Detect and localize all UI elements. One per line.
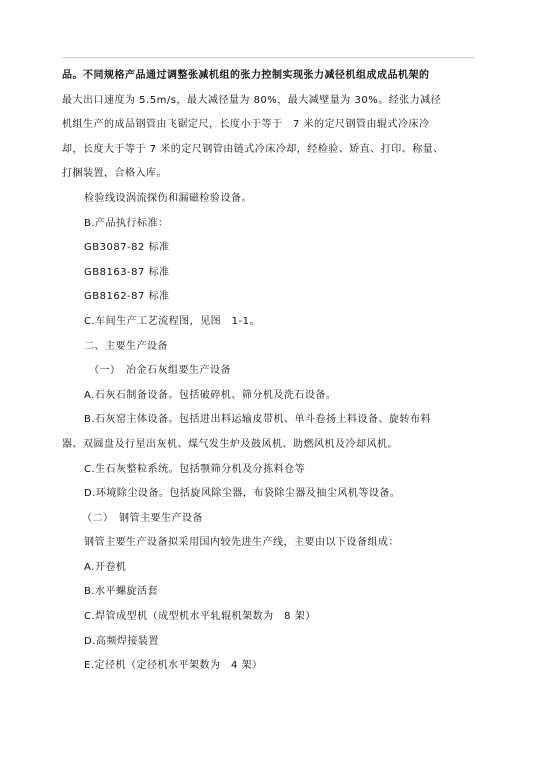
text-line: GB3087-82 标准 bbox=[84, 242, 170, 254]
text-line: D.高频焊接装置 bbox=[84, 635, 159, 647]
text-line: B.石灰窑主体设备。包括进出料运输皮带机、单斗卷扬上料设备、旋转布料 bbox=[84, 414, 432, 426]
text-line: D.环境除尘设备。包括旋风除尘器，布袋除尘器及抽尘风机等设备。 bbox=[84, 488, 401, 500]
text-line: C.车间生产工艺流程图，见图 1-1。 bbox=[84, 315, 260, 327]
text-line: 钢管主要生产设备拟采用国内较先进生产线，主要由以下设备组成： bbox=[84, 537, 399, 549]
header-rule bbox=[62, 57, 475, 58]
text-line: 打捆装置，合格入库。 bbox=[62, 168, 167, 180]
subsection-heading: （一） 冶金石灰组要生产设备 bbox=[89, 365, 231, 377]
text-line: 器、双圆盘及行星出灰机、煤气发生炉及鼓风机、助燃风机及冷却风机。 bbox=[62, 438, 398, 450]
document-body bbox=[62, 64, 482, 679]
text-line: E.定径机（定径机水平架数为 4 架） bbox=[84, 660, 263, 672]
text-line: C.生石灰整粒系统。包括颚筛分机及分拣料仓等 bbox=[84, 463, 306, 475]
text-line: A.石灰石制备设备。包括破碎机、筛分机及洗石设备。 bbox=[84, 389, 337, 401]
text-line: C.焊管成型机（成型机水平轧辊机架数为 8 架） bbox=[84, 611, 316, 623]
section-heading: 二、主要生产设备 bbox=[84, 340, 168, 352]
text-line: B.水平螺旋活套 bbox=[84, 586, 159, 598]
text-line: B.产品执行标准： bbox=[84, 217, 169, 229]
text-line: 最大出口速度为 5.5m/s，最大减径量为 80%，最大减壁量为 30%。经张力减径 bbox=[62, 94, 442, 106]
text-line: 品。不同规格产品通过调整张减机组的张力控制实现张力减径机组成成品机架的 bbox=[62, 70, 430, 81]
text-line: 检验线设涡流探伤和漏磁检验设备。 bbox=[84, 192, 252, 204]
text-line: 却，长度大于等于 7 米的定尺钢管由链式冷床冷却，经检验、矫直、打印、称量、 bbox=[62, 143, 444, 155]
subsection-heading: （二） 钢管主要生产设备 bbox=[82, 512, 203, 524]
text-line: 机组生产的成品钢管由飞锯定尺，长度小于等于 7 米的定尺钢管由辊式冷床冷 bbox=[62, 119, 430, 131]
text-line: GB8162-87 标准 bbox=[84, 291, 170, 303]
text-line: GB8163-87 标准 bbox=[84, 266, 170, 278]
text-line: A.开卷机 bbox=[84, 561, 127, 573]
